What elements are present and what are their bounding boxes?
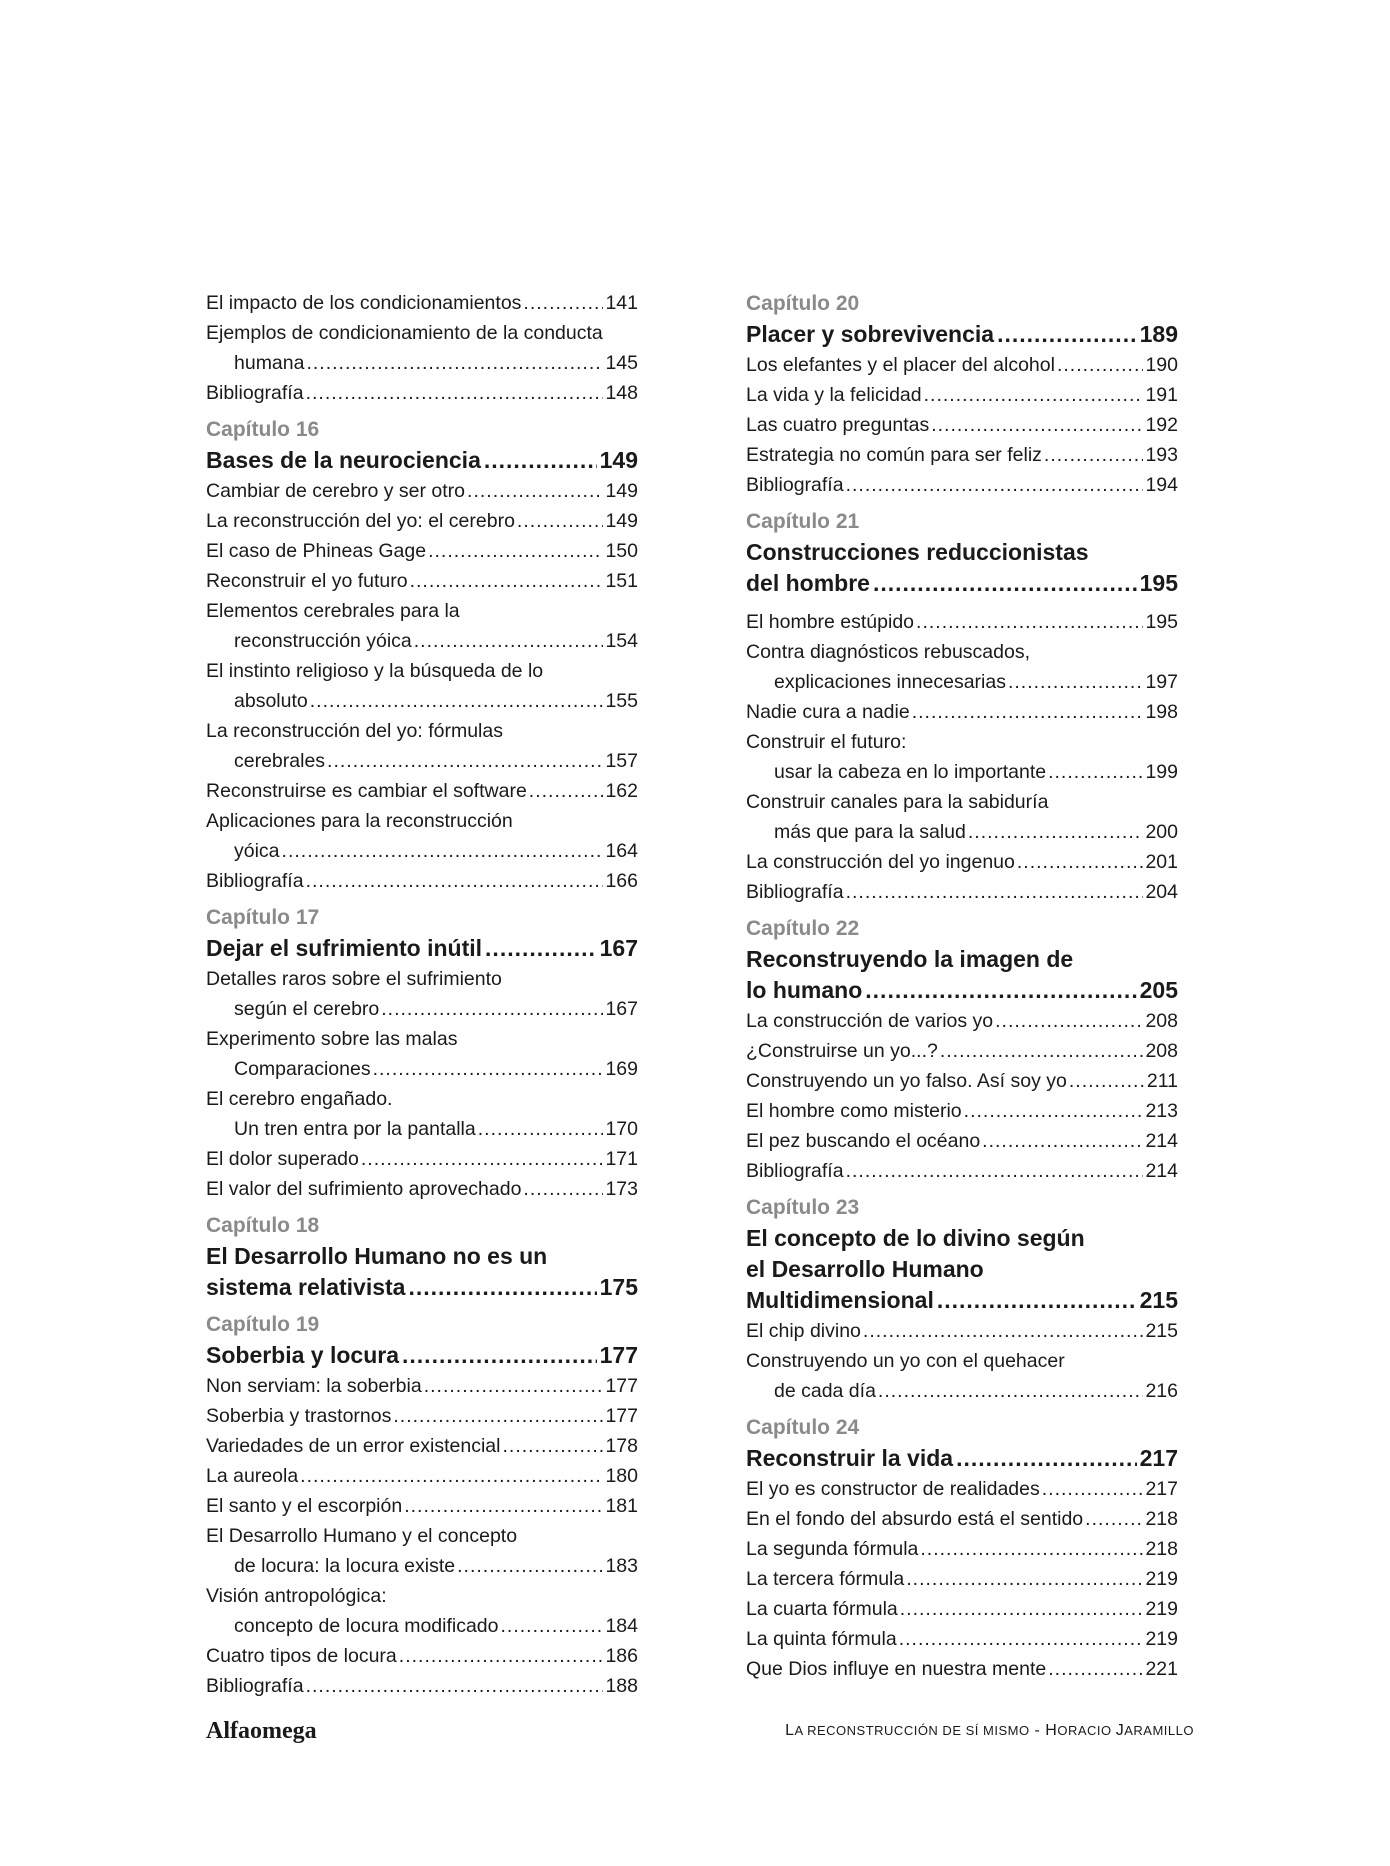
entry-title: usar la cabeza en lo importante	[774, 761, 1047, 783]
toc-entry	[746, 1156, 1178, 1186]
page-number: 204	[1145, 881, 1178, 903]
entry-title: El impacto de los condicionamientos	[206, 292, 522, 314]
dot-leader	[501, 1611, 604, 1641]
publisher-name: Alfaomega	[206, 1718, 317, 1744]
chapter-title: el Desarrollo Humano	[746, 1256, 984, 1282]
page-number: 177	[605, 1375, 638, 1397]
toc-entry-line: El cerebro engañado.	[206, 1088, 393, 1110]
dot-leader	[964, 1096, 1144, 1126]
chapter-title: Construcciones reduccionistas	[746, 539, 1089, 565]
toc-entry	[746, 1534, 1178, 1564]
entry-title: absoluto	[234, 690, 308, 712]
dot-leader	[399, 1641, 604, 1671]
page-number: 218	[1145, 1508, 1178, 1530]
toc-entry	[746, 1564, 1178, 1594]
toc-entry	[206, 776, 638, 806]
page-number: 183	[605, 1555, 638, 1577]
entry-title: Comparaciones	[234, 1058, 371, 1080]
toc-entry-line: Construyendo un yo con el quehacer	[746, 1350, 1065, 1372]
toc-left-column	[206, 288, 638, 1701]
chapter-label: Capítulo 16	[206, 418, 320, 441]
page-number: 214	[1145, 1130, 1178, 1152]
page-number: 198	[1145, 701, 1178, 723]
chapter-title-entry	[746, 975, 1178, 1006]
page-number: 184	[605, 1615, 638, 1637]
page-number: 213	[1145, 1100, 1178, 1122]
chapter-title: El Desarrollo Humano no es un	[206, 1243, 548, 1269]
page-number: 219	[1145, 1628, 1178, 1650]
entry-title: Multidimensional	[746, 1287, 934, 1313]
dot-leader	[873, 568, 1137, 599]
toc-entry-line: Contra diagnósticos rebuscados,	[746, 641, 1030, 663]
chapter-label: Capítulo 19	[206, 1313, 320, 1336]
dot-leader	[306, 1671, 604, 1701]
entry-title: La aureola	[206, 1465, 299, 1487]
toc-entry-line: Ejemplos de condicionamiento de la conducta	[206, 322, 603, 344]
dot-leader	[899, 1624, 1144, 1654]
dot-leader	[1044, 440, 1144, 470]
toc-entry	[206, 1491, 638, 1521]
toc-entry	[746, 470, 1178, 500]
toc-entry	[746, 667, 1178, 697]
chapter-title: Reconstruyendo la imagen de	[746, 946, 1074, 972]
dot-leader	[428, 536, 603, 566]
toc-entry	[746, 1654, 1178, 1684]
dot-leader	[1048, 1654, 1143, 1684]
toc-entry	[206, 626, 638, 656]
dot-leader	[457, 1551, 603, 1581]
entry-title: reconstrucción yóica	[234, 630, 412, 652]
page-number: 199	[1145, 761, 1178, 783]
toc-entry	[746, 1096, 1178, 1126]
dot-leader	[900, 1594, 1144, 1624]
entry-title: Cambiar de cerebro y ser otro	[206, 480, 466, 502]
dot-leader	[846, 877, 1144, 907]
dot-leader	[414, 626, 604, 656]
entry-title: del hombre	[746, 570, 870, 596]
dot-leader	[1008, 667, 1143, 697]
chapter-title-entry	[746, 319, 1178, 350]
dot-leader	[424, 1371, 604, 1401]
toc-entry	[746, 1036, 1178, 1066]
dot-leader	[523, 288, 603, 318]
dot-leader	[1057, 350, 1144, 380]
entry-title: La quinta fórmula	[746, 1628, 897, 1650]
entry-title: Reconstruir el yo futuro	[206, 570, 408, 592]
page-number: 217	[1145, 1478, 1178, 1500]
dot-leader	[968, 817, 1144, 847]
page-number: 154	[605, 630, 638, 652]
dot-leader	[863, 1316, 1144, 1346]
page-number: 169	[605, 1058, 638, 1080]
dot-leader	[878, 1376, 1144, 1406]
page-number: 214	[1145, 1160, 1178, 1182]
dot-leader	[916, 607, 1143, 637]
entry-title: El caso de Phineas Gage	[206, 540, 427, 562]
entry-title: La construcción del yo ingenuo	[746, 851, 1015, 873]
toc-entry	[746, 1006, 1178, 1036]
toc-entry-line: La reconstrucción del yo: fórmulas	[206, 720, 503, 742]
entry-title: de locura: la locura existe	[234, 1555, 456, 1577]
entry-title: yóica	[234, 840, 280, 862]
entry-title: más que para la salud	[774, 821, 966, 843]
page-number: 189	[1139, 321, 1178, 347]
chapter-title-entry	[206, 933, 638, 964]
entry-title: Bibliografía	[746, 1160, 844, 1182]
dot-leader	[306, 378, 604, 408]
chapter-label: Capítulo 17	[206, 906, 320, 929]
toc-entry-line: Experimento sobre las malas	[206, 1028, 458, 1050]
dot-leader	[467, 476, 603, 506]
chapter-label: Capítulo 20	[746, 292, 860, 315]
page-number: 217	[1139, 1445, 1178, 1471]
entry-title: La segunda fórmula	[746, 1538, 919, 1560]
toc-entry	[206, 1144, 638, 1174]
dot-leader	[310, 686, 604, 716]
page-number: 167	[605, 998, 638, 1020]
page-number: 173	[605, 1178, 638, 1200]
chapter-title-entry	[746, 568, 1178, 599]
chapter-title-entry	[206, 445, 638, 476]
dot-leader	[410, 566, 604, 596]
page-number: 157	[605, 750, 638, 772]
dot-leader	[846, 470, 1144, 500]
toc-entry	[206, 1641, 638, 1671]
book-title-footer: LA RECONSTRUCCIÓN DE SÍ MISMO - HORACIO JARAMILLO	[785, 1722, 1194, 1739]
page-number: 149	[605, 510, 638, 532]
toc-entry	[746, 1624, 1178, 1654]
page-number: 208	[1145, 1040, 1178, 1062]
toc-entry	[206, 348, 638, 378]
entry-title: El dolor superado	[206, 1148, 359, 1170]
entry-title: Soberbia y trastornos	[206, 1405, 392, 1427]
entry-title: Dejar el sufrimiento inútil	[206, 935, 483, 961]
page-number: 218	[1145, 1538, 1178, 1560]
entry-title: La reconstrucción del yo: el cerebro	[206, 510, 515, 532]
chapter-title-entry	[746, 1285, 1178, 1316]
entry-title: El chip divino	[746, 1320, 861, 1342]
page-number: 195	[1145, 611, 1178, 633]
dot-leader	[306, 348, 603, 378]
entry-title: concepto de locura modificado	[234, 1615, 499, 1637]
page-number: 215	[1145, 1320, 1178, 1342]
entry-title: El santo y el escorpión	[206, 1495, 403, 1517]
entry-title: explicaciones innecesarias	[774, 671, 1006, 693]
toc-entry	[206, 506, 638, 536]
toc-entry	[746, 410, 1178, 440]
toc-entry	[206, 378, 638, 408]
dot-leader	[408, 1272, 596, 1303]
toc-entry	[206, 1461, 638, 1491]
page-number: 219	[1145, 1568, 1178, 1590]
page-number: 186	[605, 1645, 638, 1667]
toc-entry	[746, 1376, 1178, 1406]
page-number: 164	[605, 840, 638, 862]
dot-leader	[937, 1285, 1137, 1316]
chapter-title: El concepto de lo divino según	[746, 1225, 1085, 1251]
dot-leader	[484, 445, 597, 476]
dot-leader	[381, 994, 603, 1024]
toc-entry	[746, 350, 1178, 380]
dot-leader	[529, 776, 604, 806]
page-number: 201	[1145, 851, 1178, 873]
page-number: 155	[605, 690, 638, 712]
toc-entry	[206, 1371, 638, 1401]
page-number: 148	[605, 382, 638, 404]
page-number: 177	[605, 1405, 638, 1427]
dot-leader	[485, 933, 597, 964]
toc-entry	[206, 1671, 638, 1701]
toc-entry	[206, 288, 638, 318]
page-number: 192	[1145, 414, 1178, 436]
toc-entry	[206, 1114, 638, 1144]
toc-entry	[206, 1431, 638, 1461]
toc-entry	[746, 1504, 1178, 1534]
entry-title: Bibliografía	[746, 474, 844, 496]
toc-entry-line: El instinto religioso y la búsqueda de lo	[206, 660, 544, 682]
chapter-label: Capítulo 23	[746, 1196, 860, 1219]
toc-entry	[746, 1594, 1178, 1624]
entry-title: Que Dios influye en nuestra mente	[746, 1658, 1047, 1680]
dot-leader	[924, 380, 1144, 410]
toc-right-column	[746, 288, 1178, 1684]
toc-entry	[206, 1551, 638, 1581]
entry-title: El valor del sufrimiento aprovechado	[206, 1178, 522, 1200]
entry-title: cerebrales	[234, 750, 326, 772]
page-number: 171	[605, 1148, 638, 1170]
toc-entry	[746, 607, 1178, 637]
page-number: 175	[599, 1274, 638, 1300]
dot-leader	[478, 1114, 604, 1144]
entry-title: lo humano	[746, 977, 863, 1003]
toc-entry	[746, 877, 1178, 907]
page-number: 191	[1145, 384, 1178, 406]
entry-title: Un tren entra por la pantalla	[234, 1118, 476, 1140]
dot-leader	[502, 1431, 603, 1461]
toc-entry-line: El Desarrollo Humano y el concepto	[206, 1525, 518, 1547]
page-number: 194	[1145, 474, 1178, 496]
page-number: 150	[605, 540, 638, 562]
entry-title: En el fondo del absurdo está el sentido	[746, 1508, 1084, 1530]
page-number: 167	[599, 935, 638, 961]
toc-entry	[746, 380, 1178, 410]
dot-leader	[940, 1036, 1144, 1066]
dot-leader	[402, 1340, 597, 1371]
toc-entry	[746, 697, 1178, 727]
entry-title: Reconstruirse es cambiar el software	[206, 780, 527, 802]
entry-title: Bases de la neurociencia	[206, 447, 481, 473]
toc-entry-line: Construir el futuro:	[746, 731, 907, 753]
chapter-label: Capítulo 22	[746, 917, 860, 940]
page-number: 151	[605, 570, 638, 592]
page-number: 177	[599, 1342, 638, 1368]
page-number: 200	[1145, 821, 1178, 843]
entry-title: de cada día	[774, 1380, 876, 1402]
toc-entry	[746, 1066, 1178, 1096]
entry-title: Soberbia y locura	[206, 1342, 400, 1368]
toc-entry	[746, 1316, 1178, 1346]
toc-entry-line: Aplicaciones para la reconstrucción	[206, 810, 513, 832]
dot-leader	[956, 1443, 1137, 1474]
toc-entry	[206, 746, 638, 776]
entry-title: Bibliografía	[746, 881, 844, 903]
dot-leader	[920, 1534, 1143, 1564]
entry-title: Nadie cura a nadie	[746, 701, 910, 723]
dot-leader	[306, 866, 604, 896]
toc-entry	[206, 1401, 638, 1431]
entry-title: Reconstruir la vida	[746, 1445, 954, 1471]
entry-title: Construyendo un yo falso. Así soy yo	[746, 1070, 1067, 1092]
entry-title: El pez buscando el océano	[746, 1130, 981, 1152]
page-number: 195	[1139, 570, 1178, 596]
entry-title: El hombre estúpido	[746, 611, 915, 633]
page-number: 197	[1145, 671, 1178, 693]
dot-leader	[517, 506, 604, 536]
spacer	[746, 599, 1178, 607]
page-number: 149	[599, 447, 638, 473]
entry-title: La tercera fórmula	[746, 1568, 905, 1590]
toc-entry	[746, 817, 1178, 847]
dot-leader	[865, 975, 1136, 1006]
page-number: 215	[1139, 1287, 1178, 1313]
dot-leader	[300, 1461, 603, 1491]
entry-title: Las cuatro preguntas	[746, 414, 930, 436]
dot-leader	[906, 1564, 1143, 1594]
toc-entry	[206, 836, 638, 866]
entry-title: Bibliografía	[206, 1675, 304, 1697]
entry-title: según el cerebro	[234, 998, 380, 1020]
chapter-title-entry	[746, 1443, 1178, 1474]
entry-title: La vida y la felicidad	[746, 384, 922, 406]
dot-leader	[982, 1126, 1143, 1156]
toc-entry	[746, 757, 1178, 787]
entry-title: Bibliografía	[206, 382, 304, 404]
chapter-label: Capítulo 24	[746, 1416, 860, 1439]
page-number: 145	[605, 352, 638, 374]
dot-leader	[846, 1156, 1144, 1186]
dot-leader	[373, 1054, 604, 1084]
toc-entry	[746, 440, 1178, 470]
toc-entry	[746, 847, 1178, 877]
toc-entry	[206, 566, 638, 596]
toc-entry-line: Construir canales para la sabiduría	[746, 791, 1049, 813]
entry-title: Cuatro tipos de locura	[206, 1645, 397, 1667]
toc-entry	[746, 1474, 1178, 1504]
entry-title: Variedades de un error existencial	[206, 1435, 501, 1457]
entry-title: El yo es constructor de realidades	[746, 1478, 1040, 1500]
dot-leader	[995, 1006, 1143, 1036]
toc-entry	[206, 686, 638, 716]
entry-title: La construcción de varios yo	[746, 1010, 994, 1032]
dot-leader	[327, 746, 603, 776]
entry-title: Bibliografía	[206, 870, 304, 892]
page-number: 216	[1145, 1380, 1178, 1402]
dot-leader	[393, 1401, 603, 1431]
entry-title: La cuarta fórmula	[746, 1598, 898, 1620]
page-number: 188	[605, 1675, 638, 1697]
entry-title: Estrategia no común para ser feliz	[746, 444, 1042, 466]
toc-entry	[746, 1126, 1178, 1156]
page-number: 178	[605, 1435, 638, 1457]
page-number: 219	[1145, 1598, 1178, 1620]
dot-leader	[912, 697, 1144, 727]
toc-entry	[206, 1054, 638, 1084]
page-number: 205	[1139, 977, 1178, 1003]
entry-title: Los elefantes y el placer del alcohol	[746, 354, 1055, 376]
entry-title: Non serviam: la soberbia	[206, 1375, 422, 1397]
page-number: 149	[605, 480, 638, 502]
page-number: 208	[1145, 1010, 1178, 1032]
page-number: 166	[605, 870, 638, 892]
dot-leader	[997, 319, 1137, 350]
entry-title: ¿Construirse un yo...?	[746, 1040, 938, 1062]
dot-leader	[1048, 757, 1143, 787]
dot-leader	[1085, 1504, 1143, 1534]
toc-entry-line: Elementos cerebrales para la	[206, 600, 460, 622]
page-number: 141	[605, 292, 638, 314]
toc-entry	[206, 536, 638, 566]
page-number: 170	[605, 1118, 638, 1140]
dot-leader	[931, 410, 1143, 440]
dot-leader	[1042, 1474, 1144, 1504]
page-number: 180	[605, 1465, 638, 1487]
page-number: 193	[1145, 444, 1178, 466]
page-number: 162	[605, 780, 638, 802]
toc-entry	[206, 866, 638, 896]
toc-entry	[206, 1174, 638, 1204]
toc-entry	[206, 1611, 638, 1641]
entry-title: El hombre como misterio	[746, 1100, 962, 1122]
entry-title: sistema relativista	[206, 1274, 406, 1300]
dot-leader	[1017, 847, 1144, 877]
toc-entry-line: Detalles raros sobre el sufrimiento	[206, 968, 502, 990]
dot-leader	[523, 1174, 603, 1204]
chapter-title-entry	[206, 1340, 638, 1371]
dot-leader	[361, 1144, 604, 1174]
page-number: 211	[1146, 1070, 1178, 1092]
chapter-title-entry	[206, 1272, 638, 1303]
dot-leader	[404, 1491, 603, 1521]
toc-entry	[206, 994, 638, 1024]
dot-leader	[282, 836, 604, 866]
dot-leader	[1069, 1066, 1145, 1096]
page-number: 190	[1145, 354, 1178, 376]
page-number: 181	[605, 1495, 638, 1517]
toc-entry	[206, 476, 638, 506]
chapter-label: Capítulo 21	[746, 510, 860, 533]
toc-entry-line: Visión antropológica:	[206, 1585, 387, 1607]
page-number: 221	[1145, 1658, 1178, 1680]
chapter-label: Capítulo 18	[206, 1214, 320, 1237]
entry-title: humana	[234, 352, 305, 374]
entry-title: Placer y sobrevivencia	[746, 321, 995, 347]
